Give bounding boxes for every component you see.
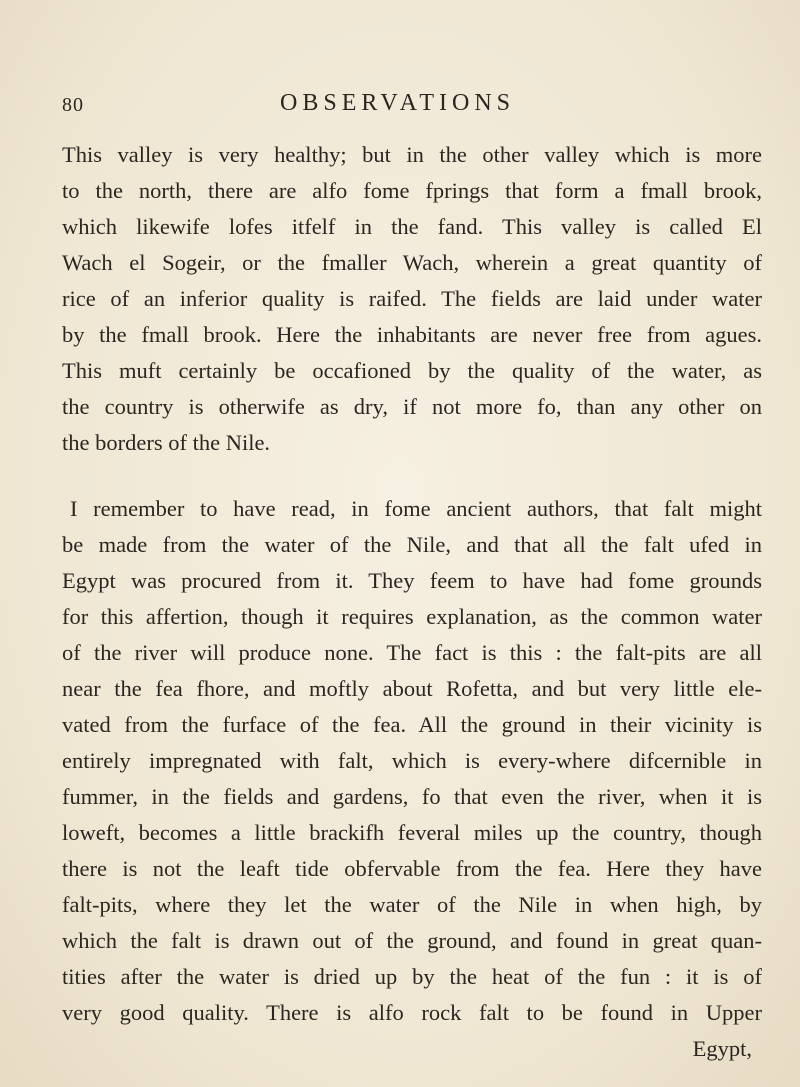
text-line: near the fea fhore, and moftly about Rofetta, and but very little ele- [62, 676, 762, 701]
text-line: This muft certainly be occafioned by the quality of the water, as [62, 358, 762, 383]
text-line: fummer, in the fields and gardens, fo that even the river, when it is [62, 784, 762, 809]
text-line: loweft, becomes a little brackifh feveral miles up the country, though [62, 820, 762, 845]
text-line: rice of an inferior quality is raifed. The fields are laid under water [62, 286, 762, 311]
text-line: falt-pits, where they let the water of the Nile in when high, by [62, 892, 762, 917]
text-line: Egypt was procured from it. They feem to have had fome grounds [62, 568, 762, 593]
catchword: Egypt, [692, 1036, 752, 1061]
text-line: of the river will produce none. The fact is this : the falt-pits are all [62, 640, 762, 665]
paragraph-1 [62, 137, 762, 461]
text-line: vated from the furface of the fea. All the ground in their vicinity is [62, 712, 762, 737]
paragraph-2 [62, 491, 762, 1067]
page-number: 80 [62, 94, 84, 116]
text-line: which the falt is drawn out of the ground, and found in great quan- [62, 928, 762, 953]
text-line: very good quality. There is alfo rock falt to be found in Upper [62, 1000, 762, 1025]
text-line: for this affertion, though it requires explanation, as the common water [62, 604, 762, 629]
text-line: Wach el Sogeir, or the fmaller Wach, wherein a great quantity of [62, 250, 762, 275]
text-line: tities after the water is dried up by the heat of the fun : it is of [62, 964, 762, 989]
text-line: This valley is very healthy; but in the other valley which is more [62, 142, 762, 167]
text-line: I remember to have read, in fome ancient authors, that falt might [70, 496, 762, 521]
text-line: be made from the water of the Nile, and that all the falt ufed in [62, 532, 762, 557]
body-text [62, 137, 762, 1067]
text-line: which likewife lofes itfelf in the fand. This valley is called El [62, 214, 762, 239]
text-line: the borders of the Nile. [62, 430, 271, 455]
text-line: the country is otherwife as dry, if not more fo, than any other on [62, 394, 762, 419]
paragraph-gap [62, 461, 762, 491]
text-line: entirely impregnated with falt, which is every-where difcernible in [62, 748, 762, 773]
text-line: to the north, there are alfo fome fprings that form a fmall brook, [62, 178, 762, 203]
running-head: OBSERVATIONS [280, 90, 516, 116]
text-line: by the fmall brook. Here the inhabitants are never free from agues. [62, 322, 762, 347]
text-line: there is not the leaft tide obfervable from the fea. Here they have [62, 856, 762, 881]
